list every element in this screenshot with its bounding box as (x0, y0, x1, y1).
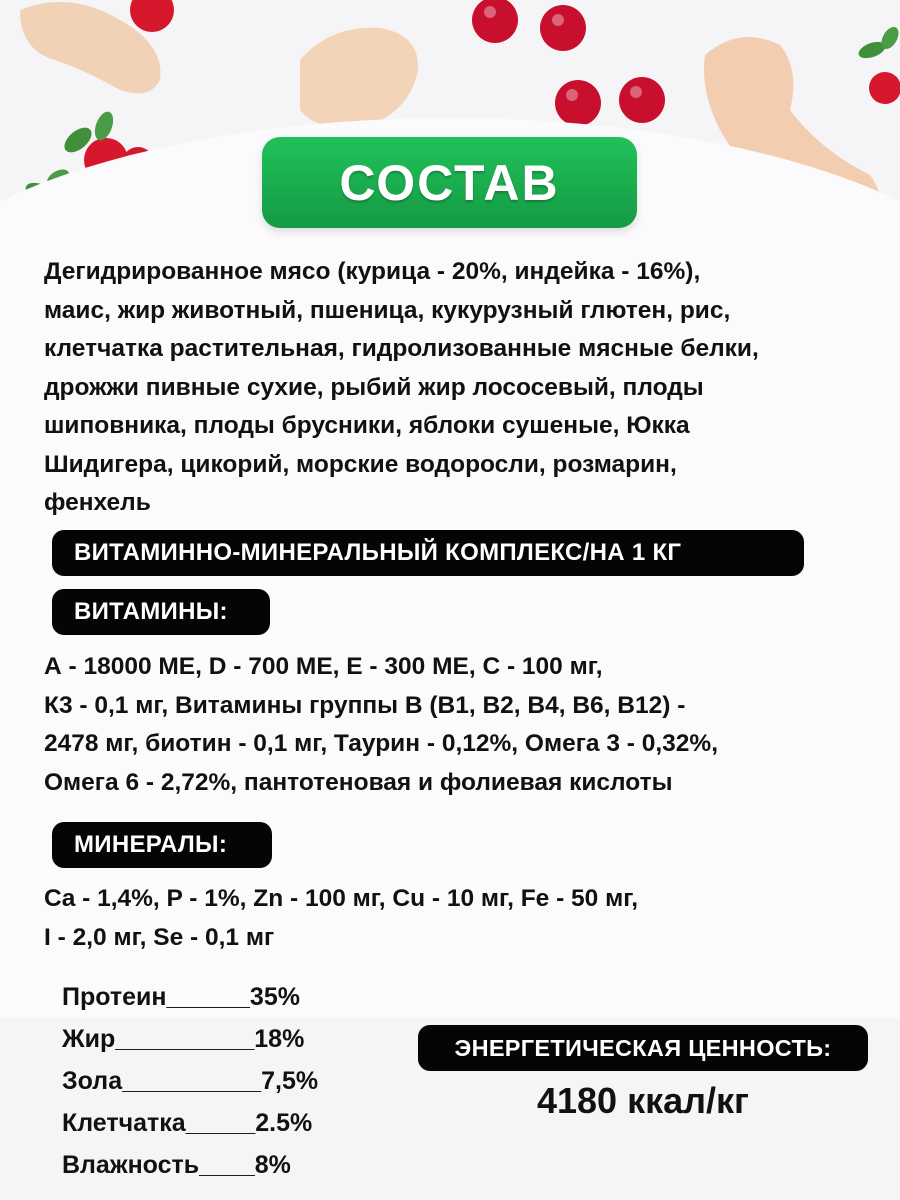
vitamins-text: А - 18000 МЕ, D - 700 МЕ, Е - 300 МЕ, С - 100 мг, К3 - 0,1 мг, Витамины группы В (В1, В2, В4, В6, В12) - 2478 мг, биотин - 0,1 мг, Таурин - 0,12%, Омега 3 - 0,32%, Омега 6 - 2,72%, пантотеновая и фолиевая кислоты (44, 653, 719, 796)
nutrient-row-moisture: Влажность____8% (62, 1151, 291, 1179)
nutrient-row-fat: Жир__________18% (62, 1025, 305, 1053)
minerals-text: Ca - 1,4%, P - 1%, Zn - 100 мг, Cu - 10 мг, Fe - 50 мг, I - 2,0 мг, Se - 0,1 мг (44, 885, 639, 951)
vitamin-complex-label: ВИТАМИННО-МИНЕРАЛЬНЫЙ КОМПЛЕКС/НА 1 КГ (52, 530, 804, 576)
energy-label: ЭНЕРГЕТИЧЕСКАЯ ЦЕННОСТЬ: (418, 1025, 868, 1071)
nutrient-row-fiber: Клетчатка_____2.5% (62, 1109, 313, 1137)
nutrient-row-ash: Зола__________7,5% (62, 1067, 319, 1095)
page-title: СОСТАВ (339, 154, 560, 211)
vitamins-label: ВИТАМИНЫ: (52, 589, 270, 635)
title-banner (262, 137, 637, 228)
composition-text: Дегидрированное мясо (курица - 20%, индейка - 16%), маис, жир животный, пшеница, кукурузный глютен, рис, клетчатка растительная, гидролизованные мясные белки, дрожжи пивные сухие, рыбий жир лососевый, плоды шиповника, плоды брусники, яблоки сушеные, Юкка Шидигера, цикорий, морские водоросли, розмарин, фенхель (44, 258, 759, 516)
minerals-label: МИНЕРАЛЫ: (52, 822, 272, 868)
energy-value: 4180 ккал/кг (536, 1080, 750, 1121)
nutrient-list (62, 976, 318, 1186)
nutrient-row-protein: Протеин______35% (62, 983, 300, 1011)
cranberry-icon (472, 0, 665, 126)
